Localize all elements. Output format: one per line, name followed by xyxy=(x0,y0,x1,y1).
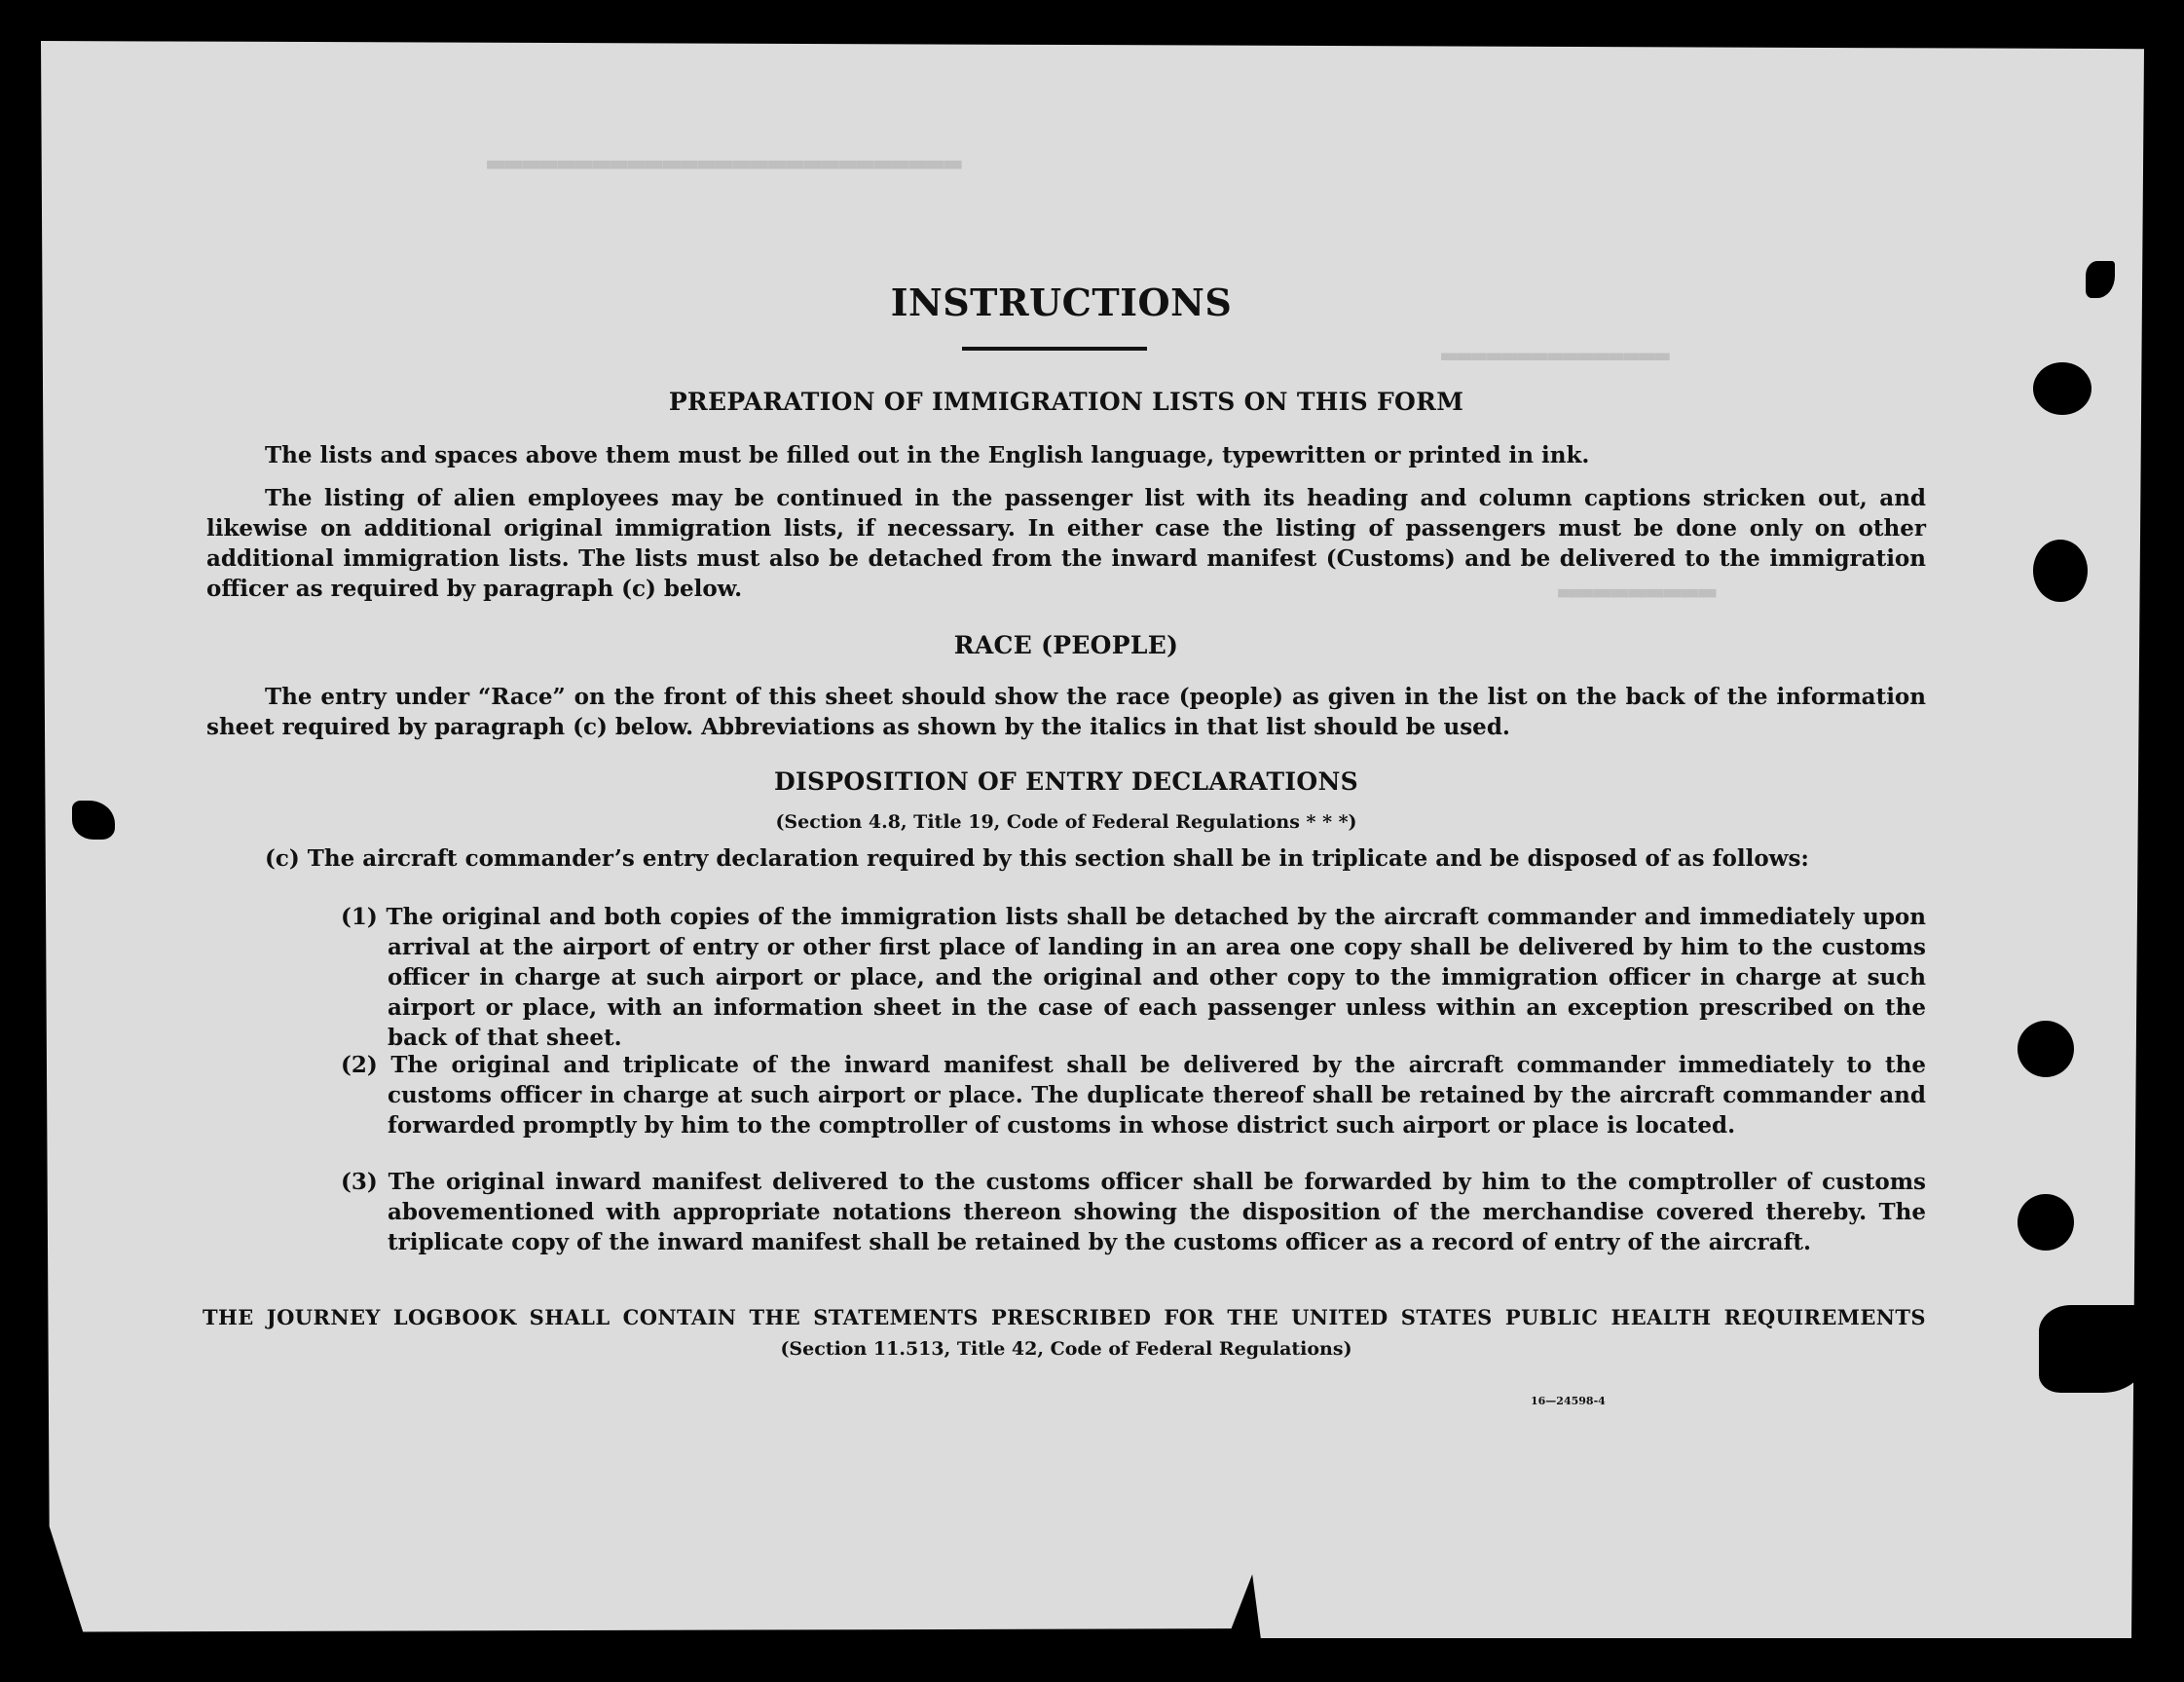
title-underline xyxy=(962,347,1147,351)
bleed-through-text: ▬▬▬▬▬▬▬▬▬ xyxy=(1558,575,1717,609)
disposition-citation: (Section 4.8, Title 19, Code of Federal Regulations * * *) xyxy=(775,811,1357,833)
preparation-paragraph-2: The listing of alien employees may be continued in the passenger list with its heading and column captions stricken out, and likewise on additional original immigration lists, if necessary. In either case the listing of passengers must be done only on other additional immigration lists. The lists must also be detached from the inward manifest (Customs) and be delivered to the immigration officer as required by paragraph (c) below. xyxy=(206,485,1926,602)
health-citation: (Section 11.513, Title 42, Code of Federal Regulations) xyxy=(780,1338,1352,1360)
health-requirements-line: THE JOURNEY LOGBOOK SHALL CONTAIN THE STATEMENTS PRESCRIBED FOR THE UNITED STATES PUBLIC HEALTH REQUIREMENTS xyxy=(203,1305,1926,1329)
heading-preparation: PREPARATION OF IMMIGRATION LISTS ON THIS FORM xyxy=(668,388,1464,416)
disposition-item-2: (2) The original and triplicate of the inward manifest shall be delivered by the aircraft commander immediately to the customs officer in charge at such airport or place. The duplicate thereof shall be retained by the aircraft commander and forwarded promptly by him to the comptroller of customs in whose district such airport or place is located. xyxy=(341,1052,1926,1139)
disposition-intro: (c) The aircraft commander’s entry declaration required by this section shall be in triplicate and be disposed of as follows: xyxy=(265,845,1809,872)
heading-disposition: DISPOSITION OF ENTRY DECLARATIONS xyxy=(774,767,1358,796)
heading-race: RACE (PEOPLE) xyxy=(953,631,1179,659)
page-title: INSTRUCTIONS xyxy=(890,280,1233,324)
bleed-through-text: ▬▬▬▬▬▬▬▬▬▬▬▬▬▬▬▬▬▬▬▬▬▬▬▬▬▬▬ xyxy=(487,146,962,180)
preparation-paragraph-1: The lists and spaces above them must be filled out in the English language, typewritten or printed in ink. xyxy=(265,442,1590,468)
disposition-item-3: (3) The original inward manifest delivered to the customs officer shall be forwarded by him to the comptroller of customs abovementioned with appropriate notations thereon showing the disposition of the merchandise covered thereby. The triplicate copy of the inward manifest shall be retained by the customs officer as a record of entry of the aircraft. xyxy=(341,1169,1926,1255)
form-number: 16—24598-4 xyxy=(1531,1395,1606,1407)
disposition-item-1: (1) The original and both copies of the immigration lists shall be detached by the aircraft commander and immediately upon arrival at the airport of entry or other first place of landing in an area one copy shall be delivered by him to the customs officer in charge at such airport or place, and the original and other copy to the immigration officer in charge at such airport or place, with an information sheet in the case of each passenger unless within an exception prescribed on the back of that sheet. xyxy=(341,904,1926,1051)
race-paragraph: The entry under “Race” on the front of this sheet should show the race (people) as given in the list on the back of the information sheet required by paragraph (c) below. Abbreviations as shown by the italics in that list should be used. xyxy=(206,684,1926,740)
bleed-through-text: ▬▬▬▬▬▬▬▬▬▬▬▬▬▬▬ xyxy=(1441,341,1670,370)
